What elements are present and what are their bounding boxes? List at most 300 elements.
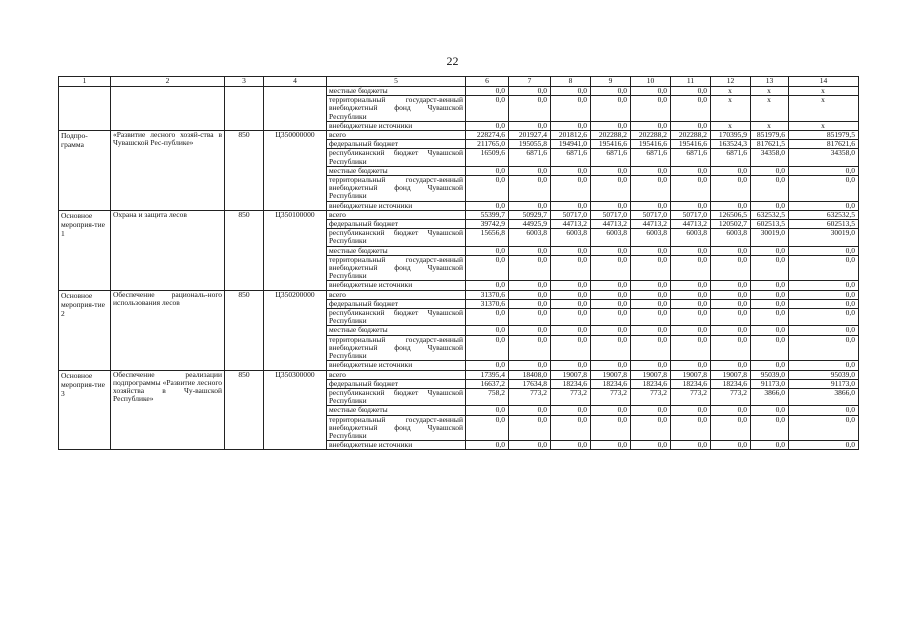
value-cell: 0,0 bbox=[509, 441, 551, 450]
value-cell: 17634,8 bbox=[509, 379, 551, 388]
value-cell: 31370,6 bbox=[466, 290, 509, 299]
value-cell: 0,0 bbox=[751, 166, 789, 175]
table-row bbox=[59, 87, 859, 96]
value-cell: 851979,5 bbox=[789, 131, 859, 140]
value-cell: 0,0 bbox=[551, 121, 591, 130]
value-cell: 773,2 bbox=[631, 388, 671, 405]
value-cell: 0,0 bbox=[591, 290, 631, 299]
funding-source-cell: территориальный государст-венный внебюджетный фонд Чувашской Республики bbox=[327, 415, 466, 441]
value-cell: 91173,0 bbox=[789, 379, 859, 388]
value-cell: x bbox=[751, 96, 789, 122]
value-cell: 0,0 bbox=[509, 201, 551, 210]
value-cell: 0,0 bbox=[671, 361, 711, 370]
header-cell-1: 1 bbox=[59, 77, 111, 87]
value-cell: 0,0 bbox=[466, 246, 509, 255]
value-cell: x bbox=[711, 96, 751, 122]
funding-source-cell: республиканский бюджет Чувашской Республики bbox=[327, 388, 466, 405]
funding-source-cell: территориальный государст-венный внебюджетный фонд Чувашской Республики bbox=[327, 335, 466, 361]
value-cell: 602513,5 bbox=[751, 220, 789, 229]
value-cell: 0,0 bbox=[631, 281, 671, 290]
value-cell: 0,0 bbox=[466, 335, 509, 361]
funding-source-cell: федеральный бюджет bbox=[327, 299, 466, 308]
value-cell: 120502,7 bbox=[711, 220, 751, 229]
value-cell: 0,0 bbox=[509, 415, 551, 441]
funding-source-cell: всего bbox=[327, 290, 466, 299]
item-name-cell bbox=[111, 87, 225, 131]
value-cell: 39742,9 bbox=[466, 220, 509, 229]
value-cell: 0,0 bbox=[509, 121, 551, 130]
value-cell: 0,0 bbox=[466, 121, 509, 130]
value-cell: 0,0 bbox=[591, 299, 631, 308]
funding-source-cell: федеральный бюджет bbox=[327, 140, 466, 149]
funding-source-cell: федеральный бюджет bbox=[327, 220, 466, 229]
header-cell-13: 13 bbox=[751, 77, 789, 87]
value-cell: 0,0 bbox=[509, 96, 551, 122]
value-cell: 0,0 bbox=[509, 166, 551, 175]
value-cell: 0,0 bbox=[466, 176, 509, 202]
value-cell: 44713,2 bbox=[551, 220, 591, 229]
grbs-code-cell: 850 bbox=[225, 210, 264, 290]
item-name-cell: Обеспечение рациональ-ного использования лесов bbox=[111, 290, 225, 370]
value-cell: 44925,9 bbox=[509, 220, 551, 229]
value-cell: 0,0 bbox=[591, 87, 631, 96]
value-cell: 0,0 bbox=[751, 335, 789, 361]
value-cell: 0,0 bbox=[671, 415, 711, 441]
item-name-cell: «Развитие лесного хозяй-ства в Чувашской Рес-публике» bbox=[111, 131, 225, 211]
value-cell: 91173,0 bbox=[751, 379, 789, 388]
value-cell: x bbox=[711, 87, 751, 96]
value-cell: 6871,6 bbox=[509, 149, 551, 166]
value-cell: 0,0 bbox=[751, 201, 789, 210]
value-cell: x bbox=[751, 87, 789, 96]
value-cell: 0,0 bbox=[466, 201, 509, 210]
value-cell: 126506,5 bbox=[711, 210, 751, 219]
value-cell: 50929,7 bbox=[509, 210, 551, 219]
value-cell: 0,0 bbox=[466, 166, 509, 175]
value-cell: 0,0 bbox=[631, 96, 671, 122]
header-cell-3: 3 bbox=[225, 77, 264, 87]
value-cell: 0,0 bbox=[591, 121, 631, 130]
value-cell: 0,0 bbox=[751, 441, 789, 450]
value-cell: 0,0 bbox=[711, 246, 751, 255]
value-cell: 195416,6 bbox=[671, 140, 711, 149]
value-cell: 0,0 bbox=[671, 326, 711, 335]
value-cell: 6003,8 bbox=[591, 229, 631, 246]
value-cell: 195055,8 bbox=[509, 140, 551, 149]
value-cell: 0,0 bbox=[711, 361, 751, 370]
grbs-code-cell: 850 bbox=[225, 370, 264, 450]
value-cell: 34358,0 bbox=[789, 149, 859, 166]
value-cell: 18234,6 bbox=[631, 379, 671, 388]
value-cell: 170395,9 bbox=[711, 131, 751, 140]
value-cell: 0,0 bbox=[671, 281, 711, 290]
value-cell: 195416,6 bbox=[631, 140, 671, 149]
value-cell: 773,2 bbox=[711, 388, 751, 405]
target-code-cell bbox=[264, 87, 327, 131]
value-cell: 0,0 bbox=[551, 281, 591, 290]
value-cell: 201927,4 bbox=[509, 131, 551, 140]
value-cell: 773,2 bbox=[509, 388, 551, 405]
value-cell: 18234,6 bbox=[591, 379, 631, 388]
item-type-cell bbox=[59, 87, 111, 131]
header-row bbox=[59, 77, 859, 87]
value-cell: 773,2 bbox=[551, 388, 591, 405]
value-cell: 0,0 bbox=[466, 441, 509, 450]
value-cell: 0,0 bbox=[509, 281, 551, 290]
value-cell: 0,0 bbox=[551, 361, 591, 370]
value-cell: 202288,2 bbox=[671, 131, 711, 140]
item-type-cell: Основное мероприя-тие 1 bbox=[59, 210, 111, 290]
value-cell: 6003,8 bbox=[711, 229, 751, 246]
value-cell: 6871,6 bbox=[711, 149, 751, 166]
value-cell: 0,0 bbox=[591, 361, 631, 370]
value-cell: 18234,6 bbox=[711, 379, 751, 388]
value-cell: 0,0 bbox=[711, 290, 751, 299]
funding-source-cell: территориальный государст-венный внебюджетный фонд Чувашской Республики bbox=[327, 176, 466, 202]
value-cell: 0,0 bbox=[711, 299, 751, 308]
item-type-cell: Подпро-грамма bbox=[59, 131, 111, 211]
value-cell: 0,0 bbox=[551, 246, 591, 255]
value-cell: 758,2 bbox=[466, 388, 509, 405]
value-cell: 0,0 bbox=[751, 309, 789, 326]
value-cell: 163524,3 bbox=[711, 140, 751, 149]
value-cell: 0,0 bbox=[789, 309, 859, 326]
value-cell: 0,0 bbox=[631, 415, 671, 441]
value-cell: 0,0 bbox=[466, 326, 509, 335]
value-cell: 44713,2 bbox=[671, 220, 711, 229]
value-cell: 773,2 bbox=[671, 388, 711, 405]
value-cell: 0,0 bbox=[631, 326, 671, 335]
funding-source-cell: внебюджетные источники bbox=[327, 201, 466, 210]
target-code-cell: Ц350200000 bbox=[264, 290, 327, 370]
funding-source-cell: федеральный бюджет bbox=[327, 379, 466, 388]
value-cell: 19007,8 bbox=[631, 370, 671, 379]
header-cell-12: 12 bbox=[711, 77, 751, 87]
value-cell: 0,0 bbox=[711, 281, 751, 290]
value-cell: 0,0 bbox=[789, 299, 859, 308]
value-cell: 6871,6 bbox=[591, 149, 631, 166]
item-name-cell: Обеспечение реализации подпрограммы «Развитие лесного хозяйства в Чу-вашской Республике» bbox=[111, 370, 225, 450]
value-cell: 0,0 bbox=[509, 87, 551, 96]
value-cell: 0,0 bbox=[711, 176, 751, 202]
financing-table bbox=[58, 76, 859, 450]
value-cell: 0,0 bbox=[509, 309, 551, 326]
value-cell: 0,0 bbox=[551, 176, 591, 202]
value-cell: 0,0 bbox=[631, 406, 671, 415]
value-cell: 0,0 bbox=[591, 246, 631, 255]
value-cell: 0,0 bbox=[509, 290, 551, 299]
value-cell: 201812,6 bbox=[551, 131, 591, 140]
value-cell: 0,0 bbox=[789, 201, 859, 210]
value-cell: 0,0 bbox=[671, 290, 711, 299]
value-cell: 0,0 bbox=[789, 290, 859, 299]
value-cell: 0,0 bbox=[789, 406, 859, 415]
value-cell: 50717,0 bbox=[631, 210, 671, 219]
value-cell: 0,0 bbox=[671, 176, 711, 202]
grbs-code-cell: 850 bbox=[225, 290, 264, 370]
value-cell: 0,0 bbox=[509, 326, 551, 335]
value-cell: 0,0 bbox=[466, 415, 509, 441]
value-cell: 195416,6 bbox=[591, 140, 631, 149]
value-cell: 632532,5 bbox=[789, 210, 859, 219]
value-cell: 0,0 bbox=[711, 309, 751, 326]
value-cell: x bbox=[751, 121, 789, 130]
value-cell: 0,0 bbox=[509, 246, 551, 255]
value-cell: 0,0 bbox=[509, 361, 551, 370]
value-cell: 17395,4 bbox=[466, 370, 509, 379]
value-cell: x bbox=[789, 87, 859, 96]
value-cell: 0,0 bbox=[631, 361, 671, 370]
value-cell: 0,0 bbox=[466, 87, 509, 96]
table-row bbox=[59, 290, 859, 299]
value-cell: 19007,8 bbox=[711, 370, 751, 379]
item-type-cell: Основное мероприя-тие 3 bbox=[59, 370, 111, 450]
header-cell-10: 10 bbox=[631, 77, 671, 87]
value-cell: 0,0 bbox=[751, 415, 789, 441]
value-cell: 0,0 bbox=[591, 96, 631, 122]
grbs-code-cell bbox=[225, 87, 264, 131]
value-cell: 50717,0 bbox=[551, 210, 591, 219]
value-cell: 0,0 bbox=[509, 335, 551, 361]
value-cell: 0,0 bbox=[751, 326, 789, 335]
value-cell: 6871,6 bbox=[631, 149, 671, 166]
value-cell: 18234,6 bbox=[671, 379, 711, 388]
value-cell: 0,0 bbox=[631, 335, 671, 361]
value-cell: 0,0 bbox=[551, 335, 591, 361]
value-cell: x bbox=[789, 96, 859, 122]
value-cell: 0,0 bbox=[631, 255, 671, 281]
header-cell-4: 4 bbox=[264, 77, 327, 87]
value-cell: 0,0 bbox=[551, 299, 591, 308]
value-cell: 0,0 bbox=[789, 361, 859, 370]
value-cell: 0,0 bbox=[551, 87, 591, 96]
value-cell: 0,0 bbox=[711, 255, 751, 281]
value-cell: 0,0 bbox=[466, 281, 509, 290]
funding-source-cell: внебюджетные источники bbox=[327, 361, 466, 370]
value-cell: 0,0 bbox=[551, 290, 591, 299]
funding-source-cell: местные бюджеты bbox=[327, 406, 466, 415]
value-cell: 0,0 bbox=[551, 309, 591, 326]
value-cell: 0,0 bbox=[551, 201, 591, 210]
funding-source-cell: внебюджетные источники bbox=[327, 281, 466, 290]
value-cell: 19007,8 bbox=[591, 370, 631, 379]
value-cell: 0,0 bbox=[551, 255, 591, 281]
value-cell: 0,0 bbox=[591, 255, 631, 281]
funding-source-cell: местные бюджеты bbox=[327, 246, 466, 255]
value-cell: 0,0 bbox=[789, 246, 859, 255]
value-cell: 0,0 bbox=[591, 406, 631, 415]
funding-source-cell: местные бюджеты bbox=[327, 166, 466, 175]
value-cell: 0,0 bbox=[751, 246, 789, 255]
value-cell: x bbox=[789, 121, 859, 130]
value-cell: 0,0 bbox=[789, 335, 859, 361]
value-cell: 0,0 bbox=[509, 176, 551, 202]
value-cell: 0,0 bbox=[631, 441, 671, 450]
item-name-cell: Охрана и защита лесов bbox=[111, 210, 225, 290]
funding-source-cell: республиканский бюджет Чувашской Республики bbox=[327, 149, 466, 166]
funding-source-cell: всего bbox=[327, 131, 466, 140]
value-cell: 0,0 bbox=[789, 441, 859, 450]
value-cell: 0,0 bbox=[509, 255, 551, 281]
value-cell: 0,0 bbox=[631, 246, 671, 255]
value-cell: 0,0 bbox=[671, 87, 711, 96]
value-cell: 0,0 bbox=[751, 255, 789, 281]
value-cell: 0,0 bbox=[671, 121, 711, 130]
value-cell: 6003,8 bbox=[631, 229, 671, 246]
value-cell: 0,0 bbox=[551, 166, 591, 175]
value-cell: 0,0 bbox=[551, 96, 591, 122]
value-cell: 18234,6 bbox=[551, 379, 591, 388]
value-cell: 0,0 bbox=[751, 281, 789, 290]
value-cell: 0,0 bbox=[671, 246, 711, 255]
page-number: 22 bbox=[446, 54, 459, 68]
value-cell: 0,0 bbox=[711, 326, 751, 335]
value-cell: 0,0 bbox=[591, 176, 631, 202]
value-cell: 55399,7 bbox=[466, 210, 509, 219]
target-code-cell: Ц350300000 bbox=[264, 370, 327, 450]
value-cell: 194941,0 bbox=[551, 140, 591, 149]
value-cell: 0,0 bbox=[551, 441, 591, 450]
value-cell: 3866,0 bbox=[751, 388, 789, 405]
funding-source-cell: внебюджетные источники bbox=[327, 121, 466, 130]
value-cell: 0,0 bbox=[591, 415, 631, 441]
value-cell: 0,0 bbox=[671, 441, 711, 450]
value-cell: 602513,5 bbox=[789, 220, 859, 229]
funding-source-cell: республиканский бюджет Чувашской Республики bbox=[327, 229, 466, 246]
value-cell: 0,0 bbox=[631, 166, 671, 175]
funding-source-cell: местные бюджеты bbox=[327, 326, 466, 335]
value-cell: 0,0 bbox=[751, 361, 789, 370]
value-cell: 16637,2 bbox=[466, 379, 509, 388]
funding-source-cell: территориальный государст-венный внебюджетный фонд Чувашской Республики bbox=[327, 255, 466, 281]
value-cell: 0,0 bbox=[671, 335, 711, 361]
value-cell: 0,0 bbox=[671, 201, 711, 210]
value-cell: 0,0 bbox=[509, 299, 551, 308]
funding-source-cell: местные бюджеты bbox=[327, 87, 466, 96]
value-cell: 0,0 bbox=[751, 406, 789, 415]
item-type-cell: Основное мероприя-тие 2 bbox=[59, 290, 111, 370]
value-cell: 0,0 bbox=[591, 166, 631, 175]
value-cell: 0,0 bbox=[591, 326, 631, 335]
value-cell: 0,0 bbox=[711, 441, 751, 450]
value-cell: 202288,2 bbox=[591, 131, 631, 140]
value-cell: 228274,6 bbox=[466, 131, 509, 140]
value-cell: 0,0 bbox=[466, 361, 509, 370]
value-cell: 0,0 bbox=[591, 309, 631, 326]
funding-source-cell: республиканский бюджет Чувашской Республики bbox=[327, 309, 466, 326]
value-cell: 0,0 bbox=[711, 406, 751, 415]
value-cell: 817621,6 bbox=[789, 140, 859, 149]
value-cell: 30019,0 bbox=[751, 229, 789, 246]
value-cell: 0,0 bbox=[591, 281, 631, 290]
value-cell: 0,0 bbox=[631, 309, 671, 326]
value-cell: 0,0 bbox=[466, 309, 509, 326]
value-cell: 34358,0 bbox=[751, 149, 789, 166]
value-cell: 6871,6 bbox=[671, 149, 711, 166]
value-cell: 851979,6 bbox=[751, 131, 789, 140]
value-cell: 211765,0 bbox=[466, 140, 509, 149]
value-cell: 30019,0 bbox=[789, 229, 859, 246]
value-cell: 817621,5 bbox=[751, 140, 789, 149]
value-cell: 0,0 bbox=[671, 406, 711, 415]
value-cell: 0,0 bbox=[509, 406, 551, 415]
value-cell: 0,0 bbox=[631, 176, 671, 202]
header-cell-7: 7 bbox=[509, 77, 551, 87]
value-cell: 19007,8 bbox=[671, 370, 711, 379]
funding-source-cell: всего bbox=[327, 210, 466, 219]
value-cell: 44713,2 bbox=[631, 220, 671, 229]
value-cell: 16509,6 bbox=[466, 149, 509, 166]
value-cell: 0,0 bbox=[671, 166, 711, 175]
value-cell: 50717,0 bbox=[671, 210, 711, 219]
value-cell: 0,0 bbox=[789, 166, 859, 175]
value-cell: 0,0 bbox=[751, 290, 789, 299]
header-cell-8: 8 bbox=[551, 77, 591, 87]
value-cell: 6871,6 bbox=[551, 149, 591, 166]
value-cell: 773,2 bbox=[591, 388, 631, 405]
header-cell-9: 9 bbox=[591, 77, 631, 87]
value-cell: 0,0 bbox=[671, 96, 711, 122]
value-cell: 0,0 bbox=[631, 121, 671, 130]
header-cell-2: 2 bbox=[111, 77, 225, 87]
value-cell: 0,0 bbox=[711, 201, 751, 210]
value-cell: 95039,0 bbox=[789, 370, 859, 379]
grbs-code-cell: 850 bbox=[225, 131, 264, 211]
value-cell: 0,0 bbox=[671, 299, 711, 308]
value-cell: 0,0 bbox=[551, 326, 591, 335]
value-cell: 0,0 bbox=[551, 406, 591, 415]
funding-source-cell: всего bbox=[327, 370, 466, 379]
value-cell: 0,0 bbox=[711, 415, 751, 441]
header-cell-11: 11 bbox=[671, 77, 711, 87]
value-cell: 0,0 bbox=[789, 255, 859, 281]
value-cell: 95039,0 bbox=[751, 370, 789, 379]
value-cell: 0,0 bbox=[751, 176, 789, 202]
value-cell: 0,0 bbox=[631, 290, 671, 299]
value-cell: 0,0 bbox=[466, 96, 509, 122]
value-cell: 632532,5 bbox=[751, 210, 789, 219]
value-cell: 6003,8 bbox=[671, 229, 711, 246]
target-code-cell: Ц350100000 bbox=[264, 210, 327, 290]
table-row bbox=[59, 131, 859, 140]
value-cell: 202288,2 bbox=[631, 131, 671, 140]
value-cell: 50717,0 bbox=[591, 210, 631, 219]
target-code-cell: Ц350000000 bbox=[264, 131, 327, 211]
value-cell: 0,0 bbox=[671, 309, 711, 326]
value-cell: 0,0 bbox=[789, 326, 859, 335]
value-cell: 6003,8 bbox=[509, 229, 551, 246]
value-cell: 31370,6 bbox=[466, 299, 509, 308]
header-cell-6: 6 bbox=[466, 77, 509, 87]
value-cell: 0,0 bbox=[751, 299, 789, 308]
value-cell: 0,0 bbox=[789, 415, 859, 441]
header-cell-5: 5 bbox=[327, 77, 466, 87]
value-cell: 0,0 bbox=[631, 201, 671, 210]
value-cell: 44713,2 bbox=[591, 220, 631, 229]
value-cell: 0,0 bbox=[466, 406, 509, 415]
value-cell: 3866,0 bbox=[789, 388, 859, 405]
value-cell: 0,0 bbox=[551, 415, 591, 441]
value-cell: 0,0 bbox=[789, 281, 859, 290]
table-row bbox=[59, 370, 859, 379]
funding-source-cell: территориальный государст-венный внебюджетный фонд Чувашской Республики bbox=[327, 96, 466, 122]
table-row bbox=[59, 210, 859, 219]
value-cell: 0,0 bbox=[591, 335, 631, 361]
value-cell: 0,0 bbox=[789, 176, 859, 202]
value-cell: 0,0 bbox=[711, 166, 751, 175]
value-cell: 0,0 bbox=[671, 255, 711, 281]
value-cell: 0,0 bbox=[711, 335, 751, 361]
